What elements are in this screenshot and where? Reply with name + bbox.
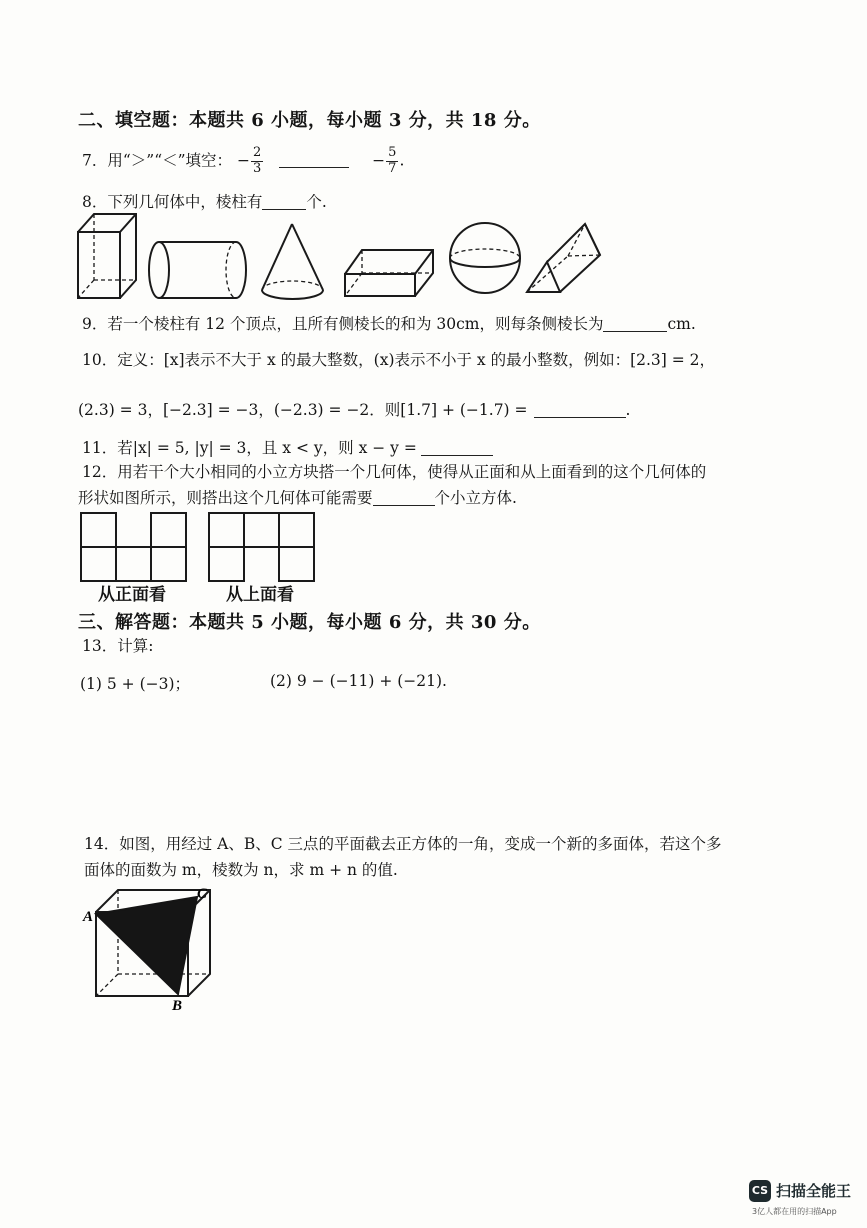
question-13-part-2: (2) 9 − (−11) + (−21). [270,672,447,690]
q12-line2-suffix: 个小立方体. [434,489,517,507]
cut-section-triangle [96,897,197,994]
label-b: B [172,998,183,1014]
q9-prefix: 9．若一个棱柱有 12 个顶点，且所有侧棱长的和为 30cm，则每条侧棱长为 [82,315,604,333]
label-c: C [197,886,208,902]
q7-frac2-sign: − [372,151,386,170]
q10-line2-text: (2.3) = 3，[−2.3] = −3，(−2.3) = −2．则[1.7] + (−1.7) = [78,401,528,419]
q7-frac1-den: 3 [253,160,262,176]
q7-frac1-sign: − [237,151,250,170]
q7-prefix: 7．用“＞”“＜”填空： [82,151,233,170]
q8-suffix: 个. [306,193,327,211]
q7-frac2-num: 5 [388,145,397,160]
camscanner-tagline: 3亿人都在用的扫描App [752,1207,837,1216]
q8-prefix: 8．下列几何体中，棱柱有 [82,193,263,211]
camscanner-logo: CS [749,1180,771,1202]
section-3-heading: 三、解答题：本题共 5 小题，每小题 6 分，共 30 分。 [78,612,541,633]
section-2-heading: 二、填空题：本题共 6 小题，每小题 3 分，共 18 分。 [78,110,541,131]
q10-end: . [625,401,631,419]
question-14-line-2: 面体的面数为 m，棱数为 n，求 m + n 的值. [84,861,398,879]
q12-line2-prefix: 形状如图所示，则搭出这个几何体可能需要 [78,489,373,507]
front-view-caption: 从正面看 [98,585,166,605]
label-a: A [83,909,94,925]
question-13-part-1: (1) 5 + (−3)； [80,675,191,693]
question-10-line-1: 10．定义：[x]表示不大于 x 的最大整数，(x)表示不小于 x 的最小整数，例如：[2.3] = 2， [82,351,716,369]
q9-suffix: cm. [667,315,696,333]
q7-end: . [399,151,405,170]
camscanner-name: 扫描全能王 [776,1182,852,1200]
q7-frac2-den: 7 [388,160,397,176]
question-14-line-1: 14．如图，用经过 A、B、C 三点的平面截去正方体的一角，变成一个新的多面体，若这个多 [84,835,722,853]
q11-prefix: 11．若|x| = 5, |y| = 3，且 x < y，则 x − y = [82,439,417,457]
truncated-cube-icon [96,890,210,996]
q7-frac1-num: 2 [253,145,262,160]
question-12-line-1: 12．用若干个大小相同的小立方块搭一个几何体，使得从正面和从上面看到的这个几何体的 [82,463,707,481]
top-view-caption: 从上面看 [226,585,294,605]
question-13-title: 13．计算: [82,637,154,655]
